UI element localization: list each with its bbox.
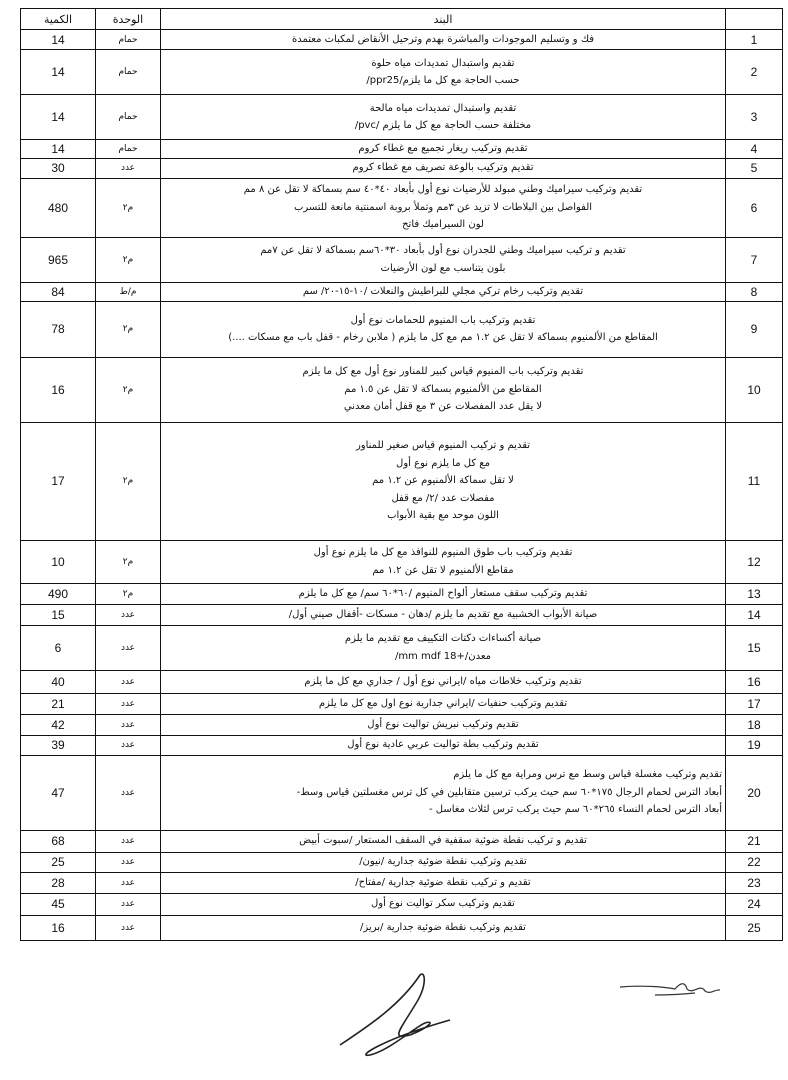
item-description-line: صيانة الأبواب الخشبية مع تقديم ما يلزم /دهان - مسكات -أقفال صيني أول/: [288, 608, 598, 620]
quantity-cell: 17: [21, 422, 96, 540]
item-description-line: تقديم وتركيب باب المنيوم للحمامات نوع أول: [350, 314, 536, 326]
item-description-line: تقديم وتركيب بطة تواليت عربي عادية نوع أول: [347, 739, 539, 751]
quantity-cell: 68: [21, 830, 96, 852]
item-description-line: تقديم وتركيب حنفيات /ايراني جدارية نوع اول مع كل ما يلزم: [318, 697, 568, 709]
item-number-cell: 18: [726, 714, 783, 735]
unit-cell: عدد: [96, 755, 161, 830]
table-row: [21, 282, 783, 301]
item-description-line: تقديم وتركيب سقف مستعار ألواح المنيوم /٦٠*٦٠ سم/ مع كل ما يلزم: [298, 587, 588, 599]
unit-cell: م٢: [96, 540, 161, 583]
item-number-cell: 22: [726, 852, 783, 872]
signature-right: [615, 975, 725, 1010]
unit-cell: عدد: [96, 872, 161, 893]
unit-cell: عدد: [96, 158, 161, 178]
table-row: [21, 158, 783, 178]
unit-cell: م٢: [96, 583, 161, 604]
item-description-cell: [161, 872, 726, 893]
unit-cell: م٢: [96, 301, 161, 357]
item-description-line: تقديم وتركيب نقطة ضوئية جدارية /بريز/: [360, 921, 526, 933]
table-row: [21, 237, 783, 282]
item-description-cell: [161, 755, 726, 830]
item-number-cell: 2: [726, 50, 783, 95]
header-number: [726, 9, 783, 30]
unit-cell: م٢: [96, 178, 161, 237]
quantity-cell: 42: [21, 714, 96, 735]
item-number-cell: 3: [726, 95, 783, 140]
quantity-cell: 10: [21, 540, 96, 583]
unit-cell: عدد: [96, 830, 161, 852]
item-description-cell: [161, 95, 726, 140]
table-row: [21, 830, 783, 852]
item-description-line: مقاطع الألمنيوم لا تقل عن ١.٢ مم: [372, 564, 514, 576]
item-description-line: تقديم وتركيب باب طوق المنيوم للنوافذ مع كل ما يلزم نوع أول: [313, 547, 573, 558]
item-description-line: تقديم وتركيب ريغار تجميع مع غطاء كروم: [358, 143, 528, 154]
unit-cell: عدد: [96, 735, 161, 755]
item-description-cell: [161, 604, 726, 625]
quantity-cell: 6: [21, 625, 96, 670]
item-description-line: تقديم و تركيب سيراميك وطني للجدران نوع أول بأبعاد ٣٠*٦٠سم بسماكة لا تقل عن ٧مم: [260, 245, 626, 256]
unit-cell: م/ط: [96, 282, 161, 301]
quantity-cell: 28: [21, 872, 96, 893]
item-description-cell: [161, 893, 726, 915]
table-row: [21, 915, 783, 940]
item-description-cell: [161, 693, 726, 714]
item-description-line: تقديم و تركيب نقطة ضوئية جدارية /مفتاح/: [355, 876, 531, 888]
table-row: [21, 140, 783, 159]
unit-cell: عدد: [96, 852, 161, 872]
item-description-line: مختلفة حسب الحاجة مع كل ما يلزم /pvc/: [354, 120, 532, 131]
item-number-cell: 19: [726, 735, 783, 755]
unit-cell: م٢: [96, 422, 161, 540]
item-description-line: تقديم واستبدال تمديدات مياه حلوة: [371, 57, 515, 69]
item-description-line: تقديم وتركيب سيراميك وطني مبولد للأرضيات نوع أول بأبعاد ٤٠*٤٠ سم بسماكة لا تقل عن ٨ مم: [243, 184, 643, 196]
unit-cell: عدد: [96, 693, 161, 714]
item-description-line: اللون موحد مع بقية الأبواب: [387, 510, 499, 522]
signature-left: [330, 965, 460, 1060]
item-number-cell: 13: [726, 583, 783, 604]
item-number-cell: 17: [726, 693, 783, 714]
quantity-cell: 480: [21, 178, 96, 237]
item-description-line: صيانة أكساءات دكتات التكييف مع تقديم ما يلزم: [344, 633, 542, 644]
table-row: [21, 178, 783, 237]
table-row: [21, 625, 783, 670]
table-row: [21, 540, 783, 583]
item-number-cell: 10: [726, 357, 783, 422]
item-description-cell: [161, 30, 726, 50]
item-number-cell: 8: [726, 282, 783, 301]
unit-cell: م٢: [96, 237, 161, 282]
header-unit: الوحدة: [96, 9, 161, 30]
item-description-cell: [161, 140, 726, 159]
table-row: [21, 583, 783, 604]
item-number-cell: 7: [726, 237, 783, 282]
item-description-line: تقديم واستبدال تمديدات مياه مالحة: [369, 102, 517, 114]
table-row: [21, 893, 783, 915]
item-description-line: تقديم و تركيب المنيوم قياس صغير للمناور: [355, 440, 531, 452]
item-description-cell: [161, 282, 726, 301]
table-row: [21, 30, 783, 50]
item-number-cell: 14: [726, 604, 783, 625]
item-description-line: معدن/+18 mm mdf/: [394, 650, 492, 662]
item-number-cell: 20: [726, 755, 783, 830]
quantity-cell: 40: [21, 670, 96, 693]
item-number-cell: 5: [726, 158, 783, 178]
item-description-line: تقديم وتركيب باب المنيوم قياس كبير للمناور نوع أول مع كل ما يلزم: [302, 366, 584, 378]
item-description-cell: [161, 915, 726, 940]
item-description-line: أبعاد الترس لحمام النساء ٢٦٥*٦٠ سم حيث يركب ترس لثلاث مغاسل -: [428, 804, 722, 816]
table-row: [21, 95, 783, 140]
quantity-cell: 78: [21, 301, 96, 357]
item-number-cell: 16: [726, 670, 783, 693]
item-number-cell: 6: [726, 178, 783, 237]
unit-cell: حمام: [96, 50, 161, 95]
item-description-line: لون السيراميك فاتح: [402, 219, 484, 231]
item-description-line: بلون يتناسب مع لون الأرضيات: [380, 262, 506, 274]
quantity-cell: 39: [21, 735, 96, 755]
quantity-cell: 14: [21, 50, 96, 95]
header-item: البند: [161, 9, 726, 30]
item-description-cell: [161, 670, 726, 693]
quantity-cell: 47: [21, 755, 96, 830]
header-quantity: الكمية: [21, 9, 96, 30]
item-number-cell: 23: [726, 872, 783, 893]
quantity-cell: 25: [21, 852, 96, 872]
quantity-cell: 490: [21, 583, 96, 604]
table-row: [21, 735, 783, 755]
item-description-line: حسب الحاجة مع كل ما يلزم/ppr25/: [366, 75, 520, 86]
unit-cell: حمام: [96, 30, 161, 50]
item-description-line: تقديم وتركيب رخام تركي مجلي للبراطيش والنعلات /١٠-١٥-٢٠/ سم: [302, 285, 584, 297]
item-description-line: فك و وتسليم الموجودات والمباشرة بهدم وترحيل الأنقاض لمكبات معتمدة: [291, 33, 595, 45]
item-number-cell: 24: [726, 893, 783, 915]
table-row: [21, 872, 783, 893]
table-row: [21, 422, 783, 540]
quantity-cell: 14: [21, 140, 96, 159]
item-description-cell: [161, 357, 726, 422]
item-description-cell: [161, 735, 726, 755]
quantity-cell: 14: [21, 95, 96, 140]
unit-cell: عدد: [96, 625, 161, 670]
item-description-cell: [161, 625, 726, 670]
item-number-cell: 12: [726, 540, 783, 583]
item-description-cell: [161, 583, 726, 604]
item-description-line: مفصلات عدد /٢/ مع قفل: [391, 492, 495, 504]
quantity-cell: 16: [21, 357, 96, 422]
table-row: [21, 50, 783, 95]
item-description-cell: [161, 301, 726, 357]
unit-cell: عدد: [96, 604, 161, 625]
quantity-cell: 21: [21, 693, 96, 714]
quantity-cell: 965: [21, 237, 96, 282]
unit-cell: عدد: [96, 893, 161, 915]
item-description-line: تقديم وتركيب نبريش تواليت نوع أول: [367, 718, 519, 730]
item-description-cell: [161, 540, 726, 583]
item-description-line: تقديم وتركيب مغسلة قياس وسط مع ترس ومراية مع كل ما يلزم: [453, 769, 722, 781]
item-number-cell: 4: [726, 140, 783, 159]
item-description-line: مع كل ما يلزم نوع أول: [396, 457, 490, 469]
quantity-cell: 15: [21, 604, 96, 625]
unit-cell: عدد: [96, 670, 161, 693]
table-row: [21, 755, 783, 830]
item-description-cell: [161, 852, 726, 872]
item-description-cell: [161, 50, 726, 95]
unit-cell: م٢: [96, 357, 161, 422]
item-description-cell: [161, 714, 726, 735]
unit-cell: حمام: [96, 140, 161, 159]
unit-cell: حمام: [96, 95, 161, 140]
item-description-line: المقاطع من الألمنيوم بسماكة لا تقل عن ١.٥ مم: [344, 383, 542, 395]
table-row: [21, 714, 783, 735]
item-description-line: تقديم وتركيب بالوعة تصريف مع غطاء كروم: [352, 162, 534, 174]
item-description-cell: [161, 158, 726, 178]
bill-of-quantities-table: [20, 8, 783, 941]
quantity-cell: 45: [21, 893, 96, 915]
item-description-cell: [161, 830, 726, 852]
unit-cell: عدد: [96, 714, 161, 735]
unit-cell: عدد: [96, 915, 161, 940]
item-description-cell: [161, 178, 726, 237]
item-number-cell: 1: [726, 30, 783, 50]
item-description-cell: [161, 422, 726, 540]
table-row: [21, 693, 783, 714]
table-row: [21, 852, 783, 872]
item-description-line: تقديم و تركيب نقطة ضوئية سقفية في السقف المستعار /سبوت أبيض: [299, 835, 587, 847]
item-number-cell: 15: [726, 625, 783, 670]
item-description-line: الفواصل بين البلاطات لا تزيد عن ٣مم وتملأ بروبة اسمنتية مانعة للتسرب: [293, 201, 593, 213]
item-description-line: تقديم وتركيب نقطة ضوئية جدارية /نيون/: [359, 856, 527, 868]
quantity-cell: 14: [21, 30, 96, 50]
quantity-cell: 84: [21, 282, 96, 301]
table-row: [21, 357, 783, 422]
quantity-cell: 16: [21, 915, 96, 940]
item-description-line: تقديم وتركيب خلاطات مياه /ايراني نوع أول / جداري مع كل ما يلزم: [304, 675, 582, 687]
item-description-cell: [161, 237, 726, 282]
item-number-cell: 21: [726, 830, 783, 852]
item-number-cell: 9: [726, 301, 783, 357]
item-description-line: أبعاد الترس لحمام الرجال ١٧٥*٦٠ سم حيث يركب ترسين متقابلين في كل ترس مغسلتين قياس وسط-: [296, 786, 722, 798]
item-number-cell: 25: [726, 915, 783, 940]
item-description-line: المقاطع من الألمنيوم بسماكة لا تقل عن ١.٢ مم مع كل ما يلزم ( ملابن رخام - قفل باب مع مسكات ....): [228, 332, 658, 343]
table-row: [21, 670, 783, 693]
table-row: [21, 604, 783, 625]
quantity-cell: 30: [21, 158, 96, 178]
item-description-line: لا يقل عدد المفصلات عن ٣ مع قفل أمان معدني: [343, 401, 543, 413]
table-row: [21, 301, 783, 357]
table-header-row: [21, 9, 783, 30]
item-description-line: تقديم وتركيب سكر تواليت نوع أول: [371, 898, 515, 910]
item-description-line: لا تقل سماكة الألمنيوم عن ١.٢ مم: [372, 475, 514, 487]
item-number-cell: 11: [726, 422, 783, 540]
